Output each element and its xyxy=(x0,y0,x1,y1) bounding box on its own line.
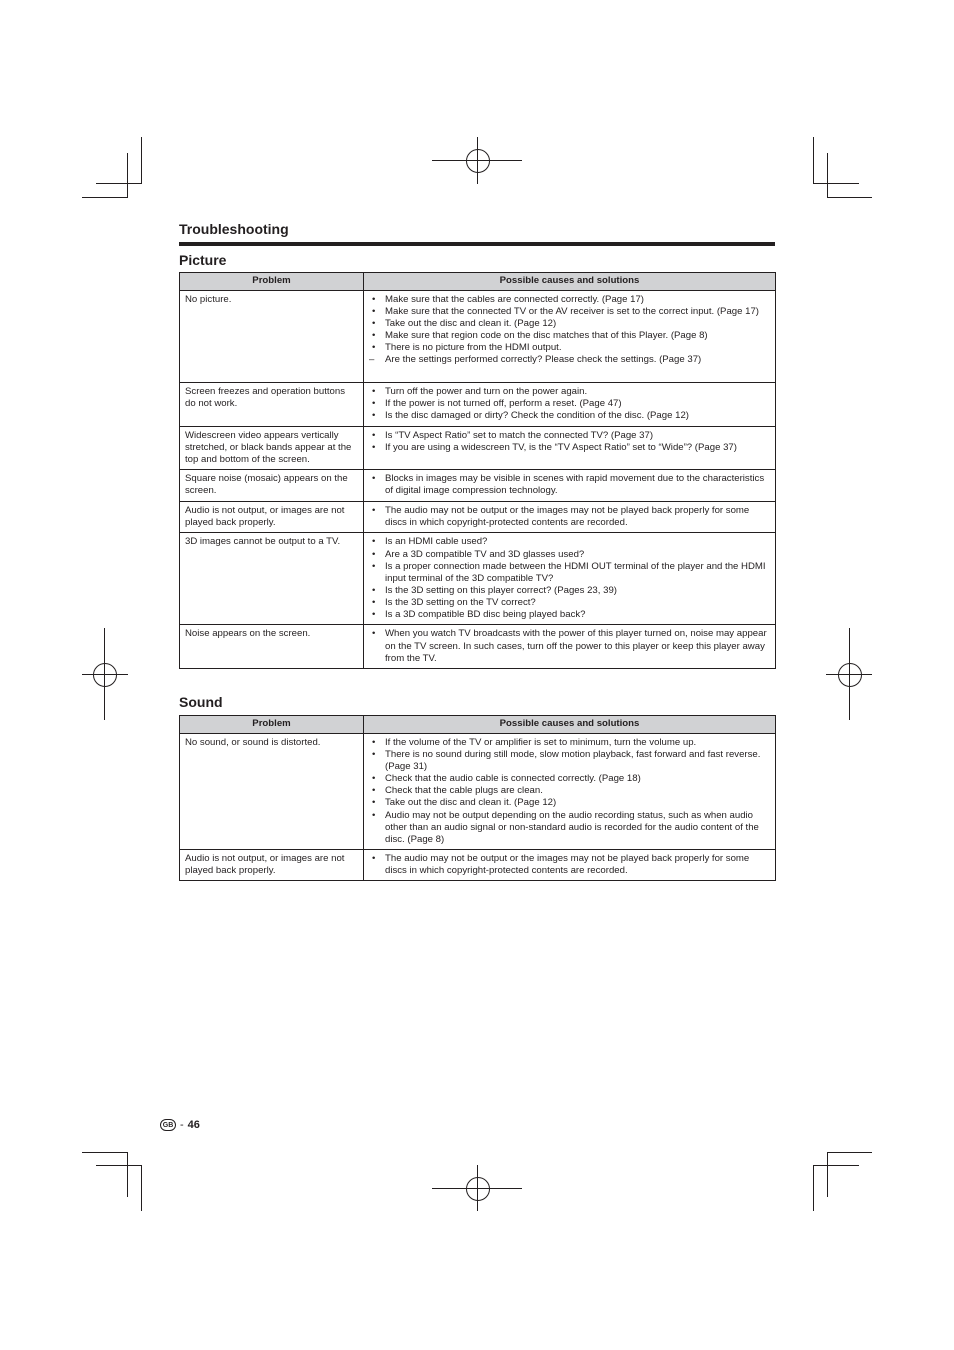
solution-item: • If you are using a widescreen TV, is the “TV Aspect Ratio” set to “Wide”? (Page 37) xyxy=(369,442,770,454)
solution-item: • Make sure that region code on the disc matches that of this Player. (Page 8) xyxy=(369,330,770,342)
crop-mark xyxy=(127,153,128,198)
table-row xyxy=(180,502,776,533)
solution-item: • If the power is not turned off, perform a reset. (Page 47) xyxy=(369,398,770,410)
solutions-cell xyxy=(364,291,776,383)
crop-mark xyxy=(827,1152,872,1153)
table-row xyxy=(180,470,776,502)
solution-item: • Turn off the power and turn on the power again. xyxy=(369,386,770,398)
solution-item: • Take out the disc and clean it. (Page 12) xyxy=(369,797,770,809)
solution-item: • Are a 3D compatible TV and 3D glasses used? xyxy=(369,549,770,561)
solution-item: • Is a 3D compatible BD disc being played back? xyxy=(369,609,770,621)
crop-mark xyxy=(813,183,859,184)
solution-item: • Audio may not be output depending on the audio recording status, such as when audio other than an audio signal or non-standard audio is recorded for the audio content of the disc. (Page 8) xyxy=(369,810,770,846)
table-row xyxy=(180,734,776,850)
solution-item: • Is the 3D setting on the TV correct? xyxy=(369,597,770,609)
solution-item: • There is no sound during still mode, slow motion playback, fast forward and fast reverse. (Page 31) xyxy=(369,749,770,773)
problem-cell: Noise appears on the screen. xyxy=(180,625,364,668)
crop-mark xyxy=(141,1165,142,1211)
solutions-cell xyxy=(364,470,776,502)
crop-mark xyxy=(813,1165,814,1211)
causes-header: Possible causes and solutions xyxy=(364,716,776,734)
crop-mark xyxy=(813,1165,859,1166)
solutions-cell xyxy=(364,427,776,470)
picture-table xyxy=(179,272,776,669)
table-row xyxy=(180,625,776,668)
crop-mark xyxy=(82,1152,128,1153)
solution-item: • The audio may not be output or the images may not be played back properly for some discs in which copyright-protected contents are recorded. xyxy=(369,505,770,529)
sound-table xyxy=(179,715,776,881)
solutions-cell xyxy=(364,850,776,881)
problem-cell: Screen freezes and operation buttons do not work. xyxy=(180,383,364,427)
solution-item: • Blocks in images may be visible in scenes with rapid movement due to the characteristics of digital image compression technology. xyxy=(369,473,770,497)
sound-title: Sound xyxy=(179,694,223,710)
solutions-cell xyxy=(364,533,776,625)
solution-item: • Is the 3D setting on this player correct? (Pages 23, 39) xyxy=(369,585,770,597)
solution-sub-item: – Are the settings performed correctly? Please check the settings. (Page 37) xyxy=(369,354,770,366)
crop-mark xyxy=(141,137,142,184)
problem-cell: 3D images cannot be output to a TV. xyxy=(180,533,364,625)
footer-separator: - xyxy=(180,1119,184,1131)
solution-item: • Take out the disc and clean it. (Page 12) xyxy=(369,318,770,330)
solution-item: • There is no picture from the HDMI output. xyxy=(369,342,770,354)
crop-mark xyxy=(827,1152,828,1197)
solution-item: • The audio may not be output or the images may not be played back properly for some discs in which copyright-protected contents are recorded. xyxy=(369,853,770,877)
problem-cell: Audio is not output, or images are not played back properly. xyxy=(180,502,364,533)
problem-cell: Widescreen video appears vertically stretched, or black bands appear at the top and bottom of the screen. xyxy=(180,427,364,470)
page-number: 46 xyxy=(187,1119,200,1131)
solution-item: • If the volume of the TV or amplifier is set to minimum, turn the volume up. xyxy=(369,737,770,749)
solution-item: • When you watch TV broadcasts with the power of this player turned on, noise may appear on the TV screen. In such cases, turn off the power to this player or keep this player away from the TV. xyxy=(369,628,770,664)
crop-mark xyxy=(827,153,828,198)
table-row xyxy=(180,850,776,881)
section-title: Troubleshooting xyxy=(179,221,289,237)
problem-cell: No sound, or sound is distorted. xyxy=(180,734,364,850)
solution-item: • Make sure that the connected TV or the AV receiver is set to the correct input. (Page 17) xyxy=(369,306,770,318)
causes-header: Possible causes and solutions xyxy=(364,273,776,291)
crop-mark xyxy=(96,183,142,184)
crop-mark xyxy=(127,1152,128,1197)
crop-mark xyxy=(827,197,872,198)
picture-title: Picture xyxy=(179,252,227,268)
crop-mark xyxy=(96,1165,142,1166)
problem-cell: Square noise (mosaic) appears on the screen. xyxy=(180,470,364,502)
solutions-cell xyxy=(364,625,776,668)
crop-mark xyxy=(813,137,814,184)
solution-item: • Check that the cable plugs are clean. xyxy=(369,785,770,797)
table-row xyxy=(180,533,776,625)
solution-item: • Is a proper connection made between the HDMI OUT terminal of the player and the HDMI input terminal of the 3D compatible TV? xyxy=(369,561,770,585)
table-header-row xyxy=(180,273,776,291)
problem-cell: No picture. xyxy=(180,291,364,383)
section-rule xyxy=(179,242,775,246)
solution-item: • Is “TV Aspect Ratio” set to match the connected TV? (Page 37) xyxy=(369,430,770,442)
solution-item: • Make sure that the cables are connected correctly. (Page 17) xyxy=(369,294,770,306)
solutions-cell xyxy=(364,502,776,533)
table-row xyxy=(180,383,776,427)
crop-mark xyxy=(82,197,128,198)
problem-header: Problem xyxy=(180,716,364,734)
page-footer xyxy=(160,1119,200,1131)
problem-cell: Audio is not output, or images are not played back properly. xyxy=(180,850,364,881)
problem-header: Problem xyxy=(180,273,364,291)
solution-item: • Is the disc damaged or dirty? Check the condition of the disc. (Page 12) xyxy=(369,410,770,422)
solutions-cell xyxy=(364,734,776,850)
solution-item: • Check that the audio cable is connected correctly. (Page 18) xyxy=(369,773,770,785)
region-badge: GB xyxy=(160,1119,176,1131)
table-row xyxy=(180,291,776,383)
table-row xyxy=(180,427,776,470)
table-header-row xyxy=(180,716,776,734)
solutions-cell xyxy=(364,383,776,427)
solution-item: • Is an HDMI cable used? xyxy=(369,536,770,548)
